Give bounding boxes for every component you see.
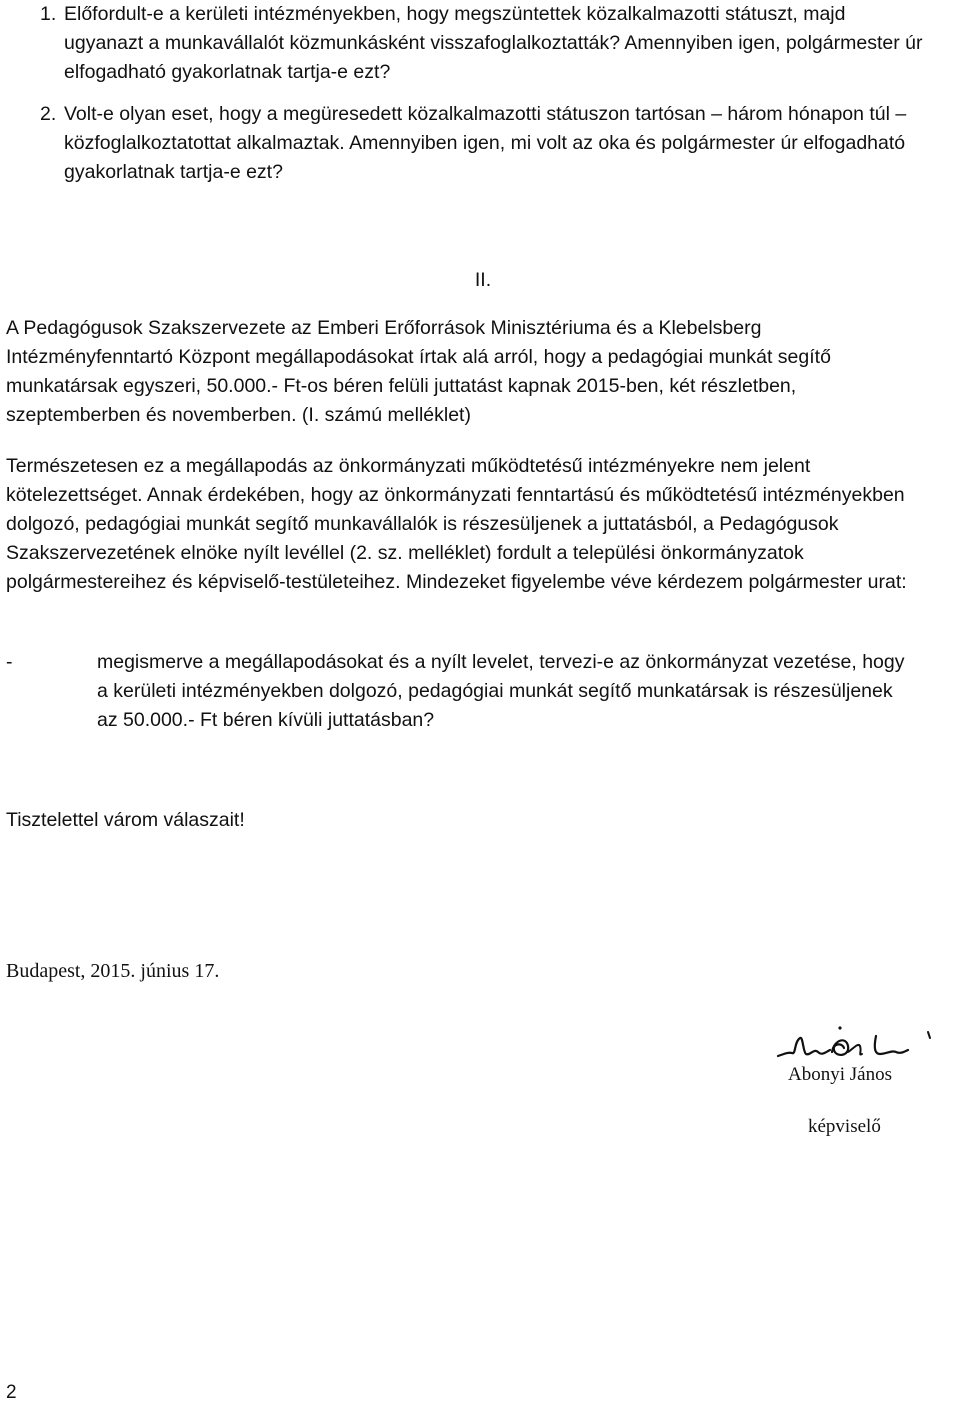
bullet-question: [6, 648, 906, 735]
signatory-name: Abonyi János: [788, 1064, 892, 1085]
section-heading: II.: [474, 269, 492, 291]
paragraph-open-letter: Természetesen ez a megállapodás az önkormányzati működtetésű intézményekre nem jelent kötelezettséget. Annak érdekében, hogy az önkormányzati fenntartású és működtetésű intézményekben dolgozó, pedagógiai munkát segítő munkavállalók is részesüljenek a juttatásból, a Pedagógusok Szakszervezetének elnöke nyílt levéllel (2. sz. melléklet) fordult a települési önkormányzatok polgármestereihez és képviselő-testületeihez. Mindezeket figyelembe véve kérdezem polgármester urat:: [6, 455, 907, 593]
bullet-text: megismerve a megállapodásokat és a nyílt levelet, tervezi-e az önkormányzat vezetése, hogy a kerületi intézményekben dolgozó, pedagógiai munkát segítő munkatársak is részesüljenek az 50.000.- Ft béren kívüli juttatásban?: [97, 651, 905, 731]
closing-line: Tisztelettel várom válaszait!: [6, 809, 245, 831]
question-number: 2.: [40, 103, 57, 125]
paragraph-agreement: A Pedagógusok Szakszervezete az Emberi Erőforrások Minisztériuma és a Klebelsberg Intézményfenntartó Központ megállapodásokat írtak alá arról, hogy a pedagógiai munkát segítő munkatársak egyszeri, 50.000.- Ft-os béren felüli juttatást kapnak 2015-ben, két részletben, szeptemberben és novemberben. (I. számú melléklet): [6, 317, 831, 426]
signatory-role: képviselő: [808, 1116, 881, 1137]
bullet-marker: -: [6, 651, 13, 673]
question-list: [28, 0, 928, 200]
date-line: Budapest, 2015. június 17.: [6, 960, 220, 982]
question-item-2: [28, 100, 928, 187]
question-text: Előfordult-e a kerületi intézményekben, hogy megszüntettek közalkalmazotti státuszt, majd ugyanazt a munkavállalót közmunkásként visszafoglalkoztatták? Amennyiben igen, polgármester úr elfogadható gyakorlatnak tartja-e ezt?: [64, 3, 923, 83]
question-item-1: [28, 0, 928, 87]
question-number: 1.: [40, 3, 57, 25]
question-text: Volt-e olyan eset, hogy a megüresedett közalkalmazotti státuszon tartósan – három hónapon túl – közfoglalkoztatottat alkalmaztak. Amennyiben igen, mi volt az oka és polgármester úr elfogadható gyakorlatnak tartja-e ezt?: [64, 103, 907, 183]
page-number: 2: [6, 1382, 17, 1403]
